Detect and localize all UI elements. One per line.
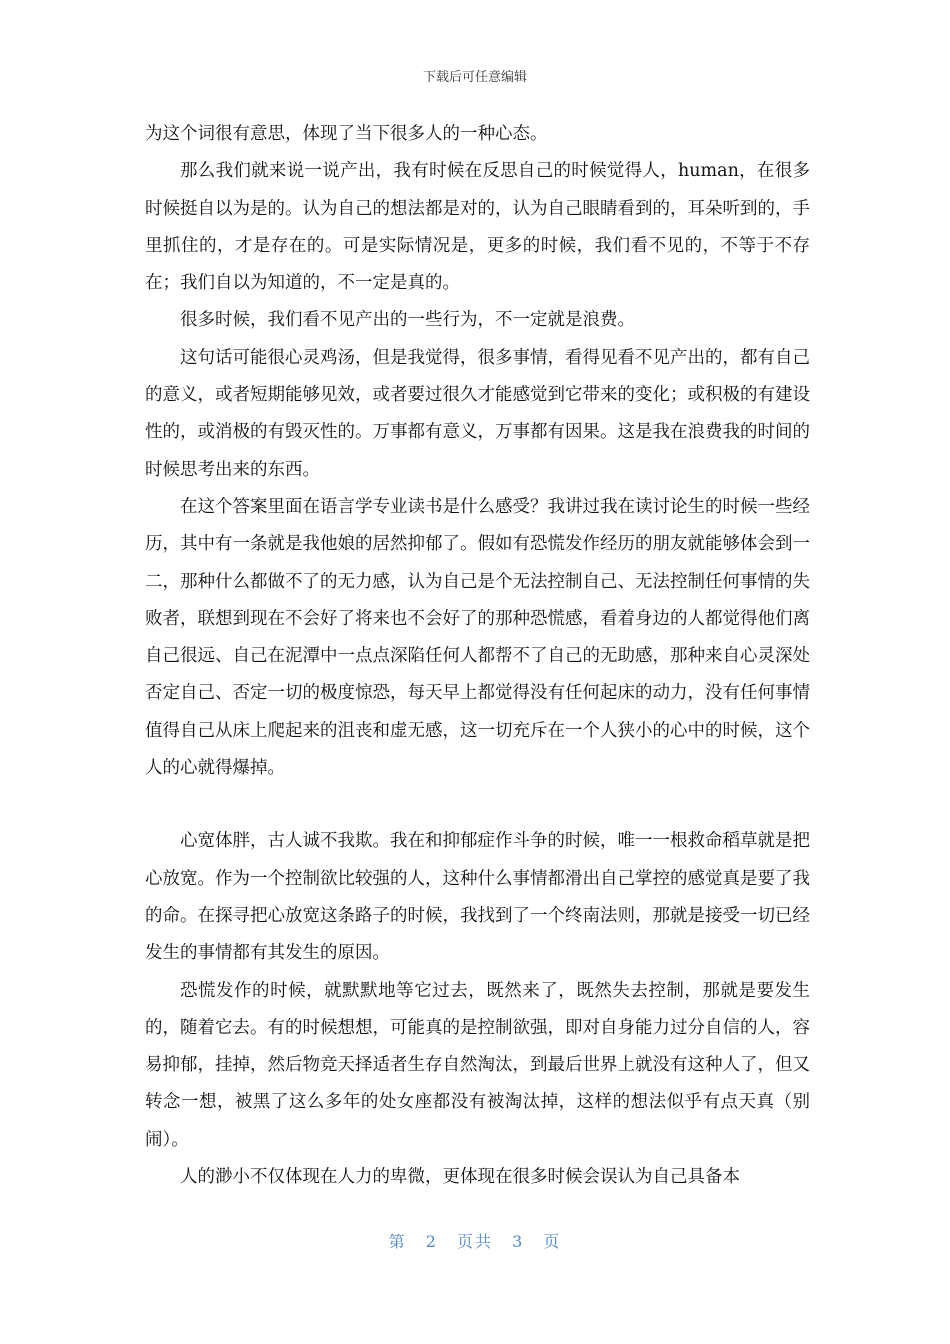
footer-prefix: 第: [388, 1232, 407, 1251]
paragraph-1: 为这个词很有意思，体现了当下很多人的一种心态。: [145, 124, 548, 144]
paragraph-7: 恐慌发作的时候，就默默地等它过去，既然来了，既然失去控制，那就是要发生的，随着它去。有的时候想想，可能真的是控制欲强，即对自身能力过分自信的人，容易抑郁，挂掉，然后物竞天择适者生存自然淘汰，到最后世界上就没有这种人了，但又转念一想，被黑了这么多年的处女座都没有被淘汰掉，这样的想法似乎有点天真（别闹）。: [145, 980, 810, 1150]
paragraph-6: 心宽体胖，古人诚不我欺。我在和抑郁症作斗争的时候，唯一一根救命稻草就是把心放宽。作为一个控制欲比较强的人，这种什么事情都滑出自己掌控的感觉真是要了我的命。在探寻把心放宽这条路子的时候，我找到了一个终南法则，那就是接受一切已经发生的事情都有其发生的原因。: [145, 831, 810, 964]
footer-current-page: 2: [425, 1232, 438, 1251]
paragraph-8: 人的渺小不仅体现在人力的卑微，更体现在很多时候会误认为自己具备本: [180, 1167, 740, 1188]
paragraph-2: 那么我们就来说一说产出，我有时候在反思自己的时候觉得人，human，在很多时候挺自以为是的。认为自己的想法都是对的，认为自己眼睛看到的，耳朵听到的，手里抓住的，才是存在的。可是实际情况是，更多的时候，我们看不见的，不等于不存在；我们自以为知道的，不一定是真的。: [145, 161, 810, 294]
page-header: 下载后可任意编辑: [422, 70, 527, 85]
footer-suffix: 页: [543, 1232, 562, 1251]
page-footer: [0, 1229, 950, 1252]
paragraph-5: 在这个答案里面在语言学专业读书是什么感受？我讲过我在读讨论生的时候一些经历，其中有一条就是我他娘的居然抑郁了。假如有恐慌发作经历的朋友就能够体会到一二，那种什么都做不了的无力感，认为自己是个无法控制自己、无法控制任何事情的失败者，联想到现在不会好了将来也不会好了的那种恐慌感，看着身边的人都觉得他们离自己很远、自己在泥潭中一点点深陷任何人都帮不了自己的无助感，那种来自心灵深处否定自己、否定一切的极度惊恐，每天早上都觉得没有任何起床的动力，没有任何事情值得自己从床上爬起来的沮丧和虚无感，这一切充斥在一个人狭小的心中的时候，这个人的心就得爆掉。: [145, 496, 810, 779]
paragraph-3: 很多时候，我们看不见产出的一些行为，不一定就是浪费。: [180, 310, 635, 331]
footer-middle: 页共: [456, 1232, 493, 1251]
document-body: [145, 116, 810, 1196]
paragraph-4: 这句话可能很心灵鸡汤，但是我觉得，很多事情，看得见看不见产出的，都有自己的意义，或者短期能够见效，或者要过很久才能感觉到它带来的变化；或积极的有建设性的，或消极的有毁灭性的。万事都有意义，万事都有因果。这是我在浪费我的时间的时候思考出来的东西。: [145, 347, 810, 480]
footer-total-pages: 3: [512, 1232, 525, 1251]
